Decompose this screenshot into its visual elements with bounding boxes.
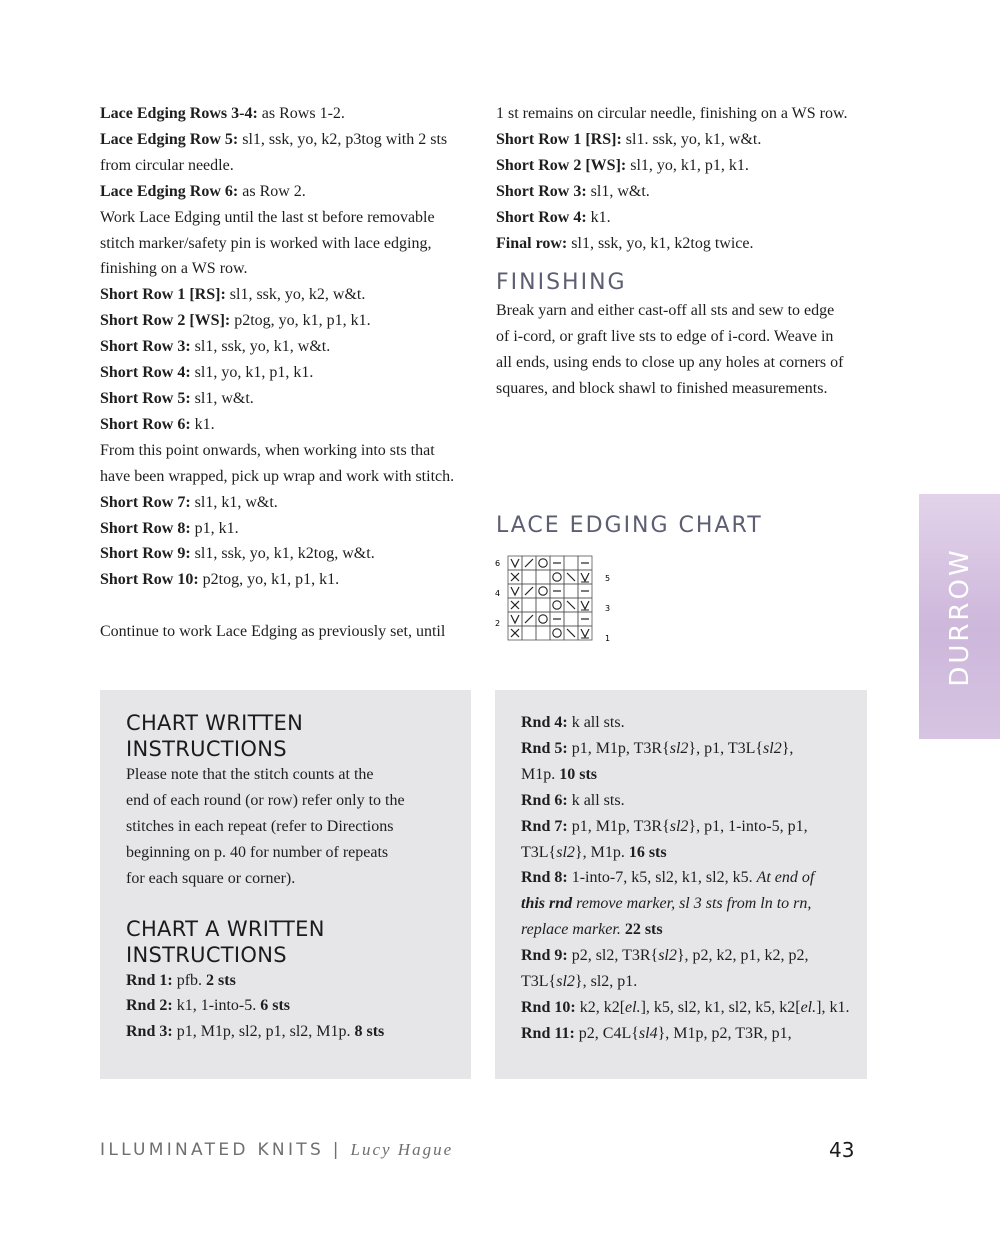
chart-cell bbox=[536, 556, 550, 570]
rnd-10: Rnd 10: k2, k2[el.], k5, sl2, k1, sl2, k5, k2[el.], k1. bbox=[521, 998, 850, 1016]
rnd-7: Rnd 7: p1, M1p, T3R{sl2}, p1, 1-into-5, p1, bbox=[521, 817, 808, 835]
chart-cell bbox=[564, 584, 578, 598]
rnd-9-cont: T3L{sl2}, sl2, p1. bbox=[521, 973, 638, 991]
chart-row-number: 4 bbox=[495, 589, 501, 598]
rnd-2: Rnd 2: k1, 1-into-5. 6 sts bbox=[126, 997, 291, 1015]
chart-symbol bbox=[553, 601, 561, 609]
rnd-8-cont: this rnd remove marker, sl 3 sts from ln to rn, bbox=[521, 895, 812, 913]
text-line: beginning on p. 40 for number of repeats bbox=[126, 843, 389, 861]
chapter-tab bbox=[919, 494, 1000, 739]
chart-row-number: 1 bbox=[605, 634, 611, 643]
instruction-line: Short Row 2 [WS]: sl1, yo, k1, p1, k1. bbox=[496, 156, 749, 174]
chart-symbol bbox=[567, 573, 575, 581]
box-title-line: CHART WRITTEN bbox=[126, 711, 304, 735]
footer-book-credit bbox=[100, 1140, 453, 1160]
chart-cell bbox=[564, 556, 578, 570]
chart-cell bbox=[536, 612, 550, 626]
rnd-8-cont2: replace marker. 22 sts bbox=[521, 921, 663, 939]
rnd-3: Rnd 3: p1, M1p, sl2, p1, sl2, M1p. 8 sts bbox=[126, 1023, 385, 1041]
chart-symbol bbox=[567, 629, 575, 637]
chart-symbol bbox=[539, 559, 547, 567]
instruction-line: Short Row 7: sl1, k1, w&t. bbox=[100, 493, 278, 511]
instruction-line: Short Row 6: k1. bbox=[100, 415, 215, 433]
chart-a-continued-box bbox=[495, 690, 867, 1079]
box-title-line: CHART A WRITTEN bbox=[126, 916, 325, 941]
chart-row-number: 5 bbox=[605, 574, 611, 583]
chart-written-instructions-box bbox=[100, 690, 471, 1079]
chart-cell bbox=[550, 626, 564, 640]
text-line: for each square or corner). bbox=[126, 869, 296, 887]
chart-symbol bbox=[539, 615, 547, 623]
rnd-5-cont: M1p. 10 sts bbox=[521, 765, 598, 783]
box-title-line: INSTRUCTIONS bbox=[126, 942, 287, 967]
footer-author: Lucy Hague bbox=[350, 1140, 454, 1159]
instruction-line: Short Row 9: sl1, ssk, yo, k1, k2tog, w&t. bbox=[100, 545, 375, 563]
instruction-line: finishing on a WS row. bbox=[100, 260, 248, 278]
chart-symbol bbox=[539, 587, 547, 595]
finishing-text bbox=[496, 298, 886, 402]
page-number: 43 bbox=[829, 1138, 855, 1162]
text-line: stitches in each repeat (refer to Directions bbox=[126, 817, 394, 835]
instruction-line: Short Row 4: sl1, yo, k1, p1, k1. bbox=[100, 364, 314, 382]
instruction-line: Short Row 10: p2tog, yo, k1, p1, k1. bbox=[100, 571, 340, 589]
rnd-11: Rnd 11: p2, C4L{sl4}, M1p, p2, T3R, p1, bbox=[521, 1024, 792, 1042]
instruction-line: stitch marker/safety pin is worked with lace edging, bbox=[100, 234, 432, 252]
right-column bbox=[496, 101, 886, 538]
chart-cell bbox=[522, 626, 536, 640]
instruction-line: Lace Edging Rows 3-4: as Rows 1-2. bbox=[100, 105, 345, 122]
chart-symbol bbox=[525, 615, 533, 623]
text-line: end of each round (or row) refer only to the bbox=[126, 791, 405, 809]
instruction-line: Short Row 1 [RS]: sl1, ssk, yo, k2, w&t. bbox=[100, 286, 366, 304]
chart-symbol bbox=[511, 615, 519, 623]
box-title-line: INSTRUCTIONS bbox=[126, 737, 287, 761]
chart-cell bbox=[550, 598, 564, 612]
instruction-line: Short Row 2 [WS]: p2tog, yo, k1, p1, k1. bbox=[100, 312, 371, 330]
rnd-4: Rnd 4: k all sts. bbox=[521, 714, 625, 731]
finishing-heading: FINISHING bbox=[496, 270, 627, 296]
left-column bbox=[100, 101, 480, 645]
instruction-line: Final row: sl1, ssk, yo, k1, k2tog twice. bbox=[496, 234, 754, 252]
chart-symbol bbox=[511, 559, 519, 567]
chart-symbol bbox=[553, 573, 561, 581]
text-line: of i-cord, or graft live sts to edge of i-cord. Weave in bbox=[496, 328, 834, 346]
chart-cell bbox=[536, 584, 550, 598]
chart-cell bbox=[536, 598, 550, 612]
instruction-line: Lace Edging Row 5: sl1, ssk, yo, k2, p3tog with 2 sts bbox=[100, 130, 448, 148]
rnd-8: Rnd 8: 1-into-7, k5, sl2, k1, sl2, k5. At end of bbox=[521, 869, 815, 887]
lace-edging-chart bbox=[490, 552, 615, 647]
continue-text: Continue to work Lace Edging as previously set, until bbox=[100, 623, 446, 641]
chart-heading: LACE EDGING CHART bbox=[496, 513, 763, 538]
rnd-7-cont: T3L{sl2}, M1p. 16 sts bbox=[521, 843, 667, 861]
rnd-6: Rnd 6: k all sts. bbox=[521, 791, 625, 809]
text-line: all ends, using ends to close up any holes at corners of bbox=[496, 354, 844, 372]
instruction-line: From this point onwards, when working into sts that bbox=[100, 441, 435, 459]
chart-row-number: 3 bbox=[605, 604, 611, 613]
chart-row-number: 2 bbox=[495, 619, 501, 628]
instruction-line: Short Row 8: p1, k1. bbox=[100, 519, 239, 537]
chart-symbol bbox=[581, 629, 589, 637]
instruction-line: from circular needle. bbox=[100, 156, 234, 174]
note-text bbox=[126, 762, 461, 892]
instruction-line: have been wrapped, pick up wrap and work with stitch. bbox=[100, 467, 455, 485]
chart-cell bbox=[564, 612, 578, 626]
chart-symbol bbox=[525, 587, 533, 595]
chart-symbol bbox=[581, 601, 589, 609]
instruction-line: Short Row 5: sl1, w&t. bbox=[100, 389, 254, 407]
instruction-line: Short Row 1 [RS]: sl1. ssk, yo, k1, w&t. bbox=[496, 130, 762, 148]
text-line: Please note that the stitch counts at the bbox=[126, 766, 374, 783]
chart-grid bbox=[508, 556, 592, 640]
chart-symbol bbox=[581, 573, 589, 581]
chart-symbol bbox=[511, 587, 519, 595]
footer-separator: | bbox=[332, 1140, 342, 1160]
instruction-line: Short Row 4: k1. bbox=[496, 208, 611, 226]
chart-cell bbox=[522, 598, 536, 612]
chart-cell bbox=[550, 570, 564, 584]
instruction-line: Lace Edging Row 6: as Row 2. bbox=[100, 182, 306, 200]
chart-cell bbox=[522, 570, 536, 584]
chart-symbol bbox=[553, 629, 561, 637]
rnd-5: Rnd 5: p1, M1p, T3R{sl2}, p1, T3L{sl2}, bbox=[521, 739, 794, 757]
text-line: squares, and block shawl to finished measurements. bbox=[496, 380, 828, 398]
instruction-line: Short Row 3: sl1, w&t. bbox=[496, 182, 650, 200]
footer-book-title: ILLUMINATED KNITS bbox=[100, 1140, 325, 1160]
instruction-line: Short Row 3: sl1, ssk, yo, k1, w&t. bbox=[100, 338, 331, 356]
chart-row-number: 6 bbox=[495, 559, 501, 568]
text-line: Break yarn and either cast-off all sts and sew to edge bbox=[496, 302, 835, 320]
chart-symbol bbox=[567, 601, 575, 609]
chart-cell bbox=[536, 570, 550, 584]
chart-symbol bbox=[525, 559, 533, 567]
rnd-1: Rnd 1: pfb. 2 sts bbox=[126, 971, 236, 989]
chart-cell bbox=[536, 626, 550, 640]
rnd-9: Rnd 9: p2, sl2, T3R{sl2}, p2, k2, p1, k2, p2, bbox=[521, 947, 809, 965]
chapter-tab-label: DURROW bbox=[944, 546, 975, 687]
instruction-line: 1 st remains on circular needle, finishing on a WS row. bbox=[496, 105, 848, 122]
instruction-line: Work Lace Edging until the last st before removable bbox=[100, 208, 435, 226]
